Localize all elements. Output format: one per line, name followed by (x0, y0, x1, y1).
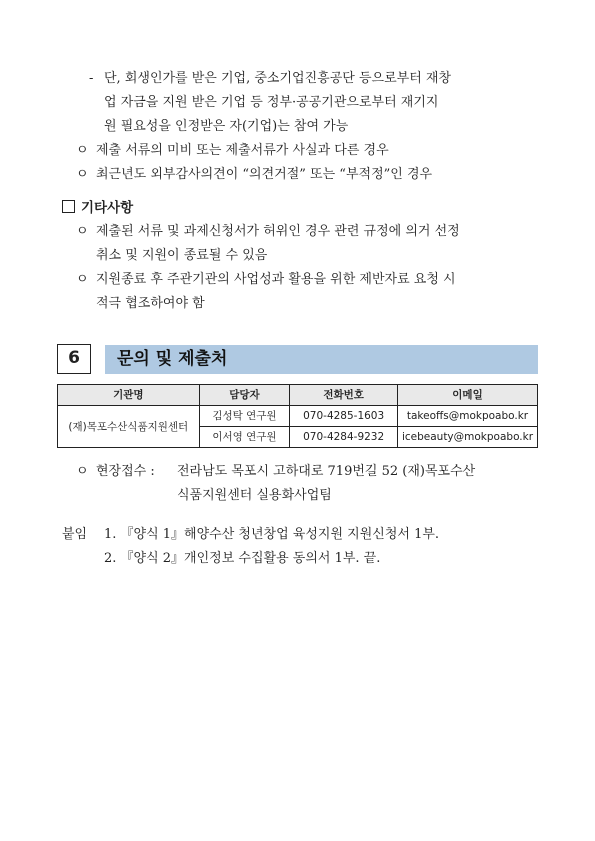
org-cell: (재)목포수산식품지원센터 (58, 406, 200, 448)
person-cell: 이서영 연구원 (199, 427, 290, 448)
person-cell: 김성탁 연구원 (199, 406, 290, 427)
exception-line-3: 원 필요성을 인정받은 자(기업)는 참여 가능 (104, 119, 349, 134)
bullet-marker: ㅇ (76, 464, 89, 479)
misc-item-line-2: 취소 및 지원이 종료될 수 있음 (96, 248, 268, 263)
header-email: 이메일 (398, 385, 538, 406)
dash-marker: - (89, 71, 94, 86)
misc-heading-text: 기타사항 (81, 200, 134, 216)
misc-item-line-1: 제출된 서류 및 과제신청서가 허위인 경우 관련 규정에 의거 선정 (96, 224, 460, 239)
attachment-item: 1. 『양식 1』해양수산 청년창업 육성지원 지원신청서 1부. (104, 527, 440, 542)
attachment-item: 2. 『양식 2』개인정보 수집활용 동의서 1부. 끝. (104, 551, 381, 566)
email-cell: takeoffs@mokpoabo.kr (398, 406, 538, 427)
attachments-label: 붙임 (62, 527, 88, 542)
exception-line-2: 업 자금을 지원 받은 기업 등 정부·공공기관으로부터 재기지 (104, 95, 439, 110)
misc-item-line-2: 적극 협조하여야 함 (96, 296, 205, 311)
onsite-label: 현장접수 : (96, 464, 155, 479)
email-cell: icebeauty@mokpoabo.kr (398, 427, 538, 448)
header-person: 담당자 (199, 385, 290, 406)
condition-text: 최근년도 외부감사의견이 “의견거절” 또는 “부적정”인 경우 (96, 167, 433, 182)
misc-heading (62, 199, 133, 217)
exception-line-1: 단, 회생인가를 받은 기업, 중소기업진흥공단 등으로부터 재창 (104, 71, 452, 86)
phone-cell: 070-4284-9232 (290, 427, 398, 448)
section-title: 문의 및 제출처 (105, 345, 538, 374)
bullet-marker: ㅇ (76, 224, 89, 239)
header-phone: 전화번호 (290, 385, 398, 406)
header-org: 기관명 (58, 385, 200, 406)
bullet-marker: ㅇ (76, 272, 89, 287)
bullet-marker: ㅇ (76, 167, 89, 182)
phone-cell: 070-4285-1603 (290, 406, 398, 427)
contact-table (57, 384, 538, 448)
section-number: 6 (57, 344, 91, 374)
bullet-marker: ㅇ (76, 143, 89, 158)
checkbox-icon (62, 200, 75, 213)
table-row (58, 406, 538, 427)
table-header-row (58, 385, 538, 406)
misc-item-line-1: 지원종료 후 주관기관의 사업성과 활용을 위한 제반자료 요청 시 (96, 272, 456, 287)
onsite-address-line-2: 식품지원센터 실용화사업팀 (177, 488, 332, 503)
condition-text: 제출 서류의 미비 또는 제출서류가 사실과 다른 경우 (96, 143, 389, 158)
onsite-address-line-1: 전라남도 목포시 고하대로 719번길 52 (재)목포수산 (177, 464, 476, 479)
